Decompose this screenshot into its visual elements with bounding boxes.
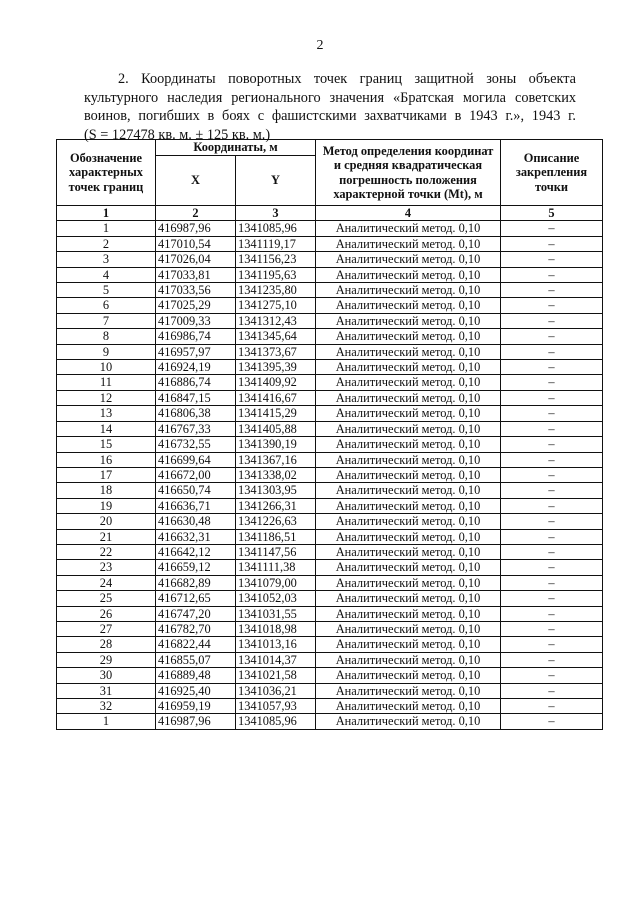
cell-method: Аналитический метод. 0,10 bbox=[316, 668, 501, 683]
cell-y: 1341416,67 bbox=[236, 390, 316, 405]
cell-description: – bbox=[501, 637, 603, 652]
cell-method: Аналитический метод. 0,10 bbox=[316, 683, 501, 698]
cell-method: Аналитический метод. 0,10 bbox=[316, 437, 501, 452]
cell-method: Аналитический метод. 0,10 bbox=[316, 544, 501, 559]
cell-y: 1341275,10 bbox=[236, 298, 316, 313]
cell-point: 3 bbox=[57, 252, 156, 267]
cell-point: 26 bbox=[57, 606, 156, 621]
cell-point: 22 bbox=[57, 544, 156, 559]
cell-description: – bbox=[501, 252, 603, 267]
cell-description: – bbox=[501, 575, 603, 590]
column-number: 1 bbox=[57, 206, 156, 221]
cell-y: 1341036,21 bbox=[236, 683, 316, 698]
cell-y: 1341013,16 bbox=[236, 637, 316, 652]
cell-point: 1 bbox=[57, 221, 156, 236]
cell-point: 28 bbox=[57, 637, 156, 652]
cell-x: 416959,19 bbox=[156, 699, 236, 714]
cell-description: – bbox=[501, 683, 603, 698]
cell-method: Аналитический метод. 0,10 bbox=[316, 375, 501, 390]
cell-y: 1341021,58 bbox=[236, 668, 316, 683]
cell-y: 1341079,00 bbox=[236, 575, 316, 590]
cell-method: Аналитический метод. 0,10 bbox=[316, 575, 501, 590]
cell-point: 23 bbox=[57, 560, 156, 575]
cell-point: 12 bbox=[57, 390, 156, 405]
cell-y: 1341338,02 bbox=[236, 467, 316, 482]
cell-method: Аналитический метод. 0,10 bbox=[316, 283, 501, 298]
cell-point: 10 bbox=[57, 360, 156, 375]
cell-method: Аналитический метод. 0,10 bbox=[316, 298, 501, 313]
cell-x: 416712,65 bbox=[156, 591, 236, 606]
table-row bbox=[57, 221, 603, 236]
cell-x: 417009,33 bbox=[156, 313, 236, 328]
cell-description: – bbox=[501, 267, 603, 282]
cell-x: 416986,74 bbox=[156, 329, 236, 344]
cell-description: – bbox=[501, 421, 603, 436]
cell-point: 4 bbox=[57, 267, 156, 282]
cell-x: 417033,81 bbox=[156, 267, 236, 282]
heading-line: воинов, погибших в боях с фашистскими захватчиками в 1943 г.», 1943 г. bbox=[84, 108, 576, 124]
cell-y: 1341031,55 bbox=[236, 606, 316, 621]
cell-description: – bbox=[501, 621, 603, 636]
cell-method: Аналитический метод. 0,10 bbox=[316, 221, 501, 236]
cell-y: 1341147,56 bbox=[236, 544, 316, 559]
cell-x: 416847,15 bbox=[156, 390, 236, 405]
table-row bbox=[57, 544, 603, 559]
table-row bbox=[57, 637, 603, 652]
header-point: Обозначение характерных точек границ bbox=[57, 140, 156, 206]
cell-y: 1341014,37 bbox=[236, 652, 316, 667]
column-number: 2 bbox=[156, 206, 236, 221]
cell-x: 416925,40 bbox=[156, 683, 236, 698]
cell-point: 19 bbox=[57, 498, 156, 513]
table-row bbox=[57, 498, 603, 513]
cell-x: 416822,44 bbox=[156, 637, 236, 652]
header-description: Описание закрепления точки bbox=[501, 140, 603, 206]
table-row bbox=[57, 483, 603, 498]
cell-x: 416747,20 bbox=[156, 606, 236, 621]
cell-y: 1341156,23 bbox=[236, 252, 316, 267]
cell-y: 1341312,43 bbox=[236, 313, 316, 328]
table-row bbox=[57, 298, 603, 313]
cell-y: 1341111,38 bbox=[236, 560, 316, 575]
cell-y: 1341415,29 bbox=[236, 406, 316, 421]
heading-line: 2. Координаты поворотных точек границ защитной зоны объекта bbox=[118, 71, 576, 87]
column-number: 4 bbox=[316, 206, 501, 221]
cell-point: 27 bbox=[57, 621, 156, 636]
cell-point: 31 bbox=[57, 683, 156, 698]
cell-method: Аналитический метод. 0,10 bbox=[316, 483, 501, 498]
cell-description: – bbox=[501, 390, 603, 405]
cell-method: Аналитический метод. 0,10 bbox=[316, 236, 501, 251]
cell-point: 7 bbox=[57, 313, 156, 328]
cell-method: Аналитический метод. 0,10 bbox=[316, 637, 501, 652]
cell-point: 13 bbox=[57, 406, 156, 421]
cell-x: 416632,31 bbox=[156, 529, 236, 544]
table-row bbox=[57, 452, 603, 467]
cell-method: Аналитический метод. 0,10 bbox=[316, 252, 501, 267]
cell-description: – bbox=[501, 452, 603, 467]
table-row bbox=[57, 406, 603, 421]
cell-y: 1341226,63 bbox=[236, 514, 316, 529]
coordinates-table bbox=[56, 139, 603, 730]
cell-x: 416682,89 bbox=[156, 575, 236, 590]
table-row bbox=[57, 467, 603, 482]
table-row bbox=[57, 514, 603, 529]
cell-y: 1341373,67 bbox=[236, 344, 316, 359]
cell-point: 25 bbox=[57, 591, 156, 606]
heading-line: культурного наследия регионального значения «Братская могила советских bbox=[84, 89, 576, 106]
table-row bbox=[57, 606, 603, 621]
cell-point: 5 bbox=[57, 283, 156, 298]
cell-method: Аналитический метод. 0,10 bbox=[316, 344, 501, 359]
cell-y: 1341085,96 bbox=[236, 714, 316, 729]
cell-method: Аналитический метод. 0,10 bbox=[316, 313, 501, 328]
table-row bbox=[57, 329, 603, 344]
cell-x: 416987,96 bbox=[156, 714, 236, 729]
header-x: X bbox=[156, 156, 236, 206]
cell-x: 416659,12 bbox=[156, 560, 236, 575]
cell-point: 20 bbox=[57, 514, 156, 529]
cell-method: Аналитический метод. 0,10 bbox=[316, 514, 501, 529]
cell-x: 416889,48 bbox=[156, 668, 236, 683]
table-row bbox=[57, 283, 603, 298]
cell-point: 24 bbox=[57, 575, 156, 590]
table-row bbox=[57, 390, 603, 405]
cell-description: – bbox=[501, 406, 603, 421]
cell-method: Аналитический метод. 0,10 bbox=[316, 329, 501, 344]
cell-point: 17 bbox=[57, 467, 156, 482]
cell-method: Аналитический метод. 0,10 bbox=[316, 699, 501, 714]
cell-x: 416630,48 bbox=[156, 514, 236, 529]
cell-description: – bbox=[501, 652, 603, 667]
cell-point: 16 bbox=[57, 452, 156, 467]
cell-x: 416699,64 bbox=[156, 452, 236, 467]
cell-x: 416924,19 bbox=[156, 360, 236, 375]
cell-method: Аналитический метод. 0,10 bbox=[316, 652, 501, 667]
header-y: Y bbox=[236, 156, 316, 206]
cell-x: 417026,04 bbox=[156, 252, 236, 267]
cell-x: 417025,29 bbox=[156, 298, 236, 313]
cell-description: – bbox=[501, 283, 603, 298]
cell-method: Аналитический метод. 0,10 bbox=[316, 714, 501, 729]
cell-y: 1341186,51 bbox=[236, 529, 316, 544]
cell-x: 416806,38 bbox=[156, 406, 236, 421]
cell-method: Аналитический метод. 0,10 bbox=[316, 621, 501, 636]
cell-description: – bbox=[501, 529, 603, 544]
table-row bbox=[57, 313, 603, 328]
table-row bbox=[57, 360, 603, 375]
cell-description: – bbox=[501, 313, 603, 328]
cell-method: Аналитический метод. 0,10 bbox=[316, 360, 501, 375]
cell-x: 416987,96 bbox=[156, 221, 236, 236]
cell-description: – bbox=[501, 591, 603, 606]
cell-x: 416642,12 bbox=[156, 544, 236, 559]
cell-y: 1341195,63 bbox=[236, 267, 316, 282]
cell-x: 416782,70 bbox=[156, 621, 236, 636]
cell-description: – bbox=[501, 298, 603, 313]
cell-description: – bbox=[501, 236, 603, 251]
cell-x: 416672,00 bbox=[156, 467, 236, 482]
table-row bbox=[57, 575, 603, 590]
table-row bbox=[57, 699, 603, 714]
cell-point: 30 bbox=[57, 668, 156, 683]
cell-description: – bbox=[501, 560, 603, 575]
table-body bbox=[57, 221, 603, 729]
header-coordinates: Координаты, м bbox=[156, 140, 316, 156]
table-row bbox=[57, 621, 603, 636]
cell-y: 1341235,80 bbox=[236, 283, 316, 298]
cell-description: – bbox=[501, 498, 603, 513]
cell-x: 416886,74 bbox=[156, 375, 236, 390]
cell-x: 416767,33 bbox=[156, 421, 236, 436]
cell-point: 1 bbox=[57, 714, 156, 729]
table-row bbox=[57, 252, 603, 267]
column-number: 5 bbox=[501, 206, 603, 221]
table-row bbox=[57, 236, 603, 251]
cell-x: 417010,54 bbox=[156, 236, 236, 251]
cell-method: Аналитический метод. 0,10 bbox=[316, 390, 501, 405]
heading-line: (S = 127478 кв. м. ± 125 кв. м.) bbox=[84, 126, 271, 143]
cell-y: 1341303,95 bbox=[236, 483, 316, 498]
cell-description: – bbox=[501, 437, 603, 452]
cell-point: 14 bbox=[57, 421, 156, 436]
cell-description: – bbox=[501, 467, 603, 482]
table-row bbox=[57, 683, 603, 698]
cell-point: 21 bbox=[57, 529, 156, 544]
table-row bbox=[57, 375, 603, 390]
cell-description: – bbox=[501, 668, 603, 683]
cell-y: 1341405,88 bbox=[236, 421, 316, 436]
cell-point: 6 bbox=[57, 298, 156, 313]
cell-description: – bbox=[501, 483, 603, 498]
cell-point: 18 bbox=[57, 483, 156, 498]
cell-method: Аналитический метод. 0,10 bbox=[316, 406, 501, 421]
cell-point: 9 bbox=[57, 344, 156, 359]
cell-description: – bbox=[501, 714, 603, 729]
table-row bbox=[57, 344, 603, 359]
table-row bbox=[57, 591, 603, 606]
cell-method: Аналитический метод. 0,10 bbox=[316, 452, 501, 467]
cell-method: Аналитический метод. 0,10 bbox=[316, 267, 501, 282]
cell-method: Аналитический метод. 0,10 bbox=[316, 606, 501, 621]
cell-y: 1341390,19 bbox=[236, 437, 316, 452]
table-row bbox=[57, 560, 603, 575]
table-row bbox=[57, 668, 603, 683]
cell-y: 1341345,64 bbox=[236, 329, 316, 344]
cell-method: Аналитический метод. 0,10 bbox=[316, 421, 501, 436]
cell-x: 417033,56 bbox=[156, 283, 236, 298]
table-row bbox=[57, 652, 603, 667]
cell-y: 1341367,16 bbox=[236, 452, 316, 467]
cell-description: – bbox=[501, 329, 603, 344]
table-row bbox=[57, 714, 603, 729]
cell-x: 416650,74 bbox=[156, 483, 236, 498]
cell-method: Аналитический метод. 0,10 bbox=[316, 591, 501, 606]
cell-method: Аналитический метод. 0,10 bbox=[316, 560, 501, 575]
cell-description: – bbox=[501, 375, 603, 390]
cell-point: 8 bbox=[57, 329, 156, 344]
cell-x: 416636,71 bbox=[156, 498, 236, 513]
cell-method: Аналитический метод. 0,10 bbox=[316, 498, 501, 513]
cell-y: 1341052,03 bbox=[236, 591, 316, 606]
cell-y: 1341018,98 bbox=[236, 621, 316, 636]
cell-y: 1341085,96 bbox=[236, 221, 316, 236]
cell-point: 11 bbox=[57, 375, 156, 390]
cell-point: 32 bbox=[57, 699, 156, 714]
table-row bbox=[57, 421, 603, 436]
cell-point: 15 bbox=[57, 437, 156, 452]
cell-method: Аналитический метод. 0,10 bbox=[316, 529, 501, 544]
cell-x: 416957,97 bbox=[156, 344, 236, 359]
cell-method: Аналитический метод. 0,10 bbox=[316, 467, 501, 482]
cell-description: – bbox=[501, 344, 603, 359]
cell-y: 1341057,93 bbox=[236, 699, 316, 714]
cell-point: 2 bbox=[57, 236, 156, 251]
cell-point: 29 bbox=[57, 652, 156, 667]
section-heading bbox=[84, 70, 576, 144]
cell-description: – bbox=[501, 360, 603, 375]
cell-y: 1341266,31 bbox=[236, 498, 316, 513]
cell-x: 416855,07 bbox=[156, 652, 236, 667]
page-number: 2 bbox=[316, 38, 324, 53]
cell-x: 416732,55 bbox=[156, 437, 236, 452]
cell-y: 1341119,17 bbox=[236, 236, 316, 251]
cell-description: – bbox=[501, 514, 603, 529]
cell-description: – bbox=[501, 606, 603, 621]
header-method: Метод определения координат и средняя квадратическая погрешность положения характерной точки (Mt), м bbox=[316, 140, 501, 206]
cell-description: – bbox=[501, 699, 603, 714]
table-row bbox=[57, 437, 603, 452]
table-row bbox=[57, 529, 603, 544]
cell-y: 1341395,39 bbox=[236, 360, 316, 375]
cell-description: – bbox=[501, 544, 603, 559]
table-row bbox=[57, 267, 603, 282]
cell-description: – bbox=[501, 221, 603, 236]
column-number: 3 bbox=[236, 206, 316, 221]
cell-y: 1341409,92 bbox=[236, 375, 316, 390]
